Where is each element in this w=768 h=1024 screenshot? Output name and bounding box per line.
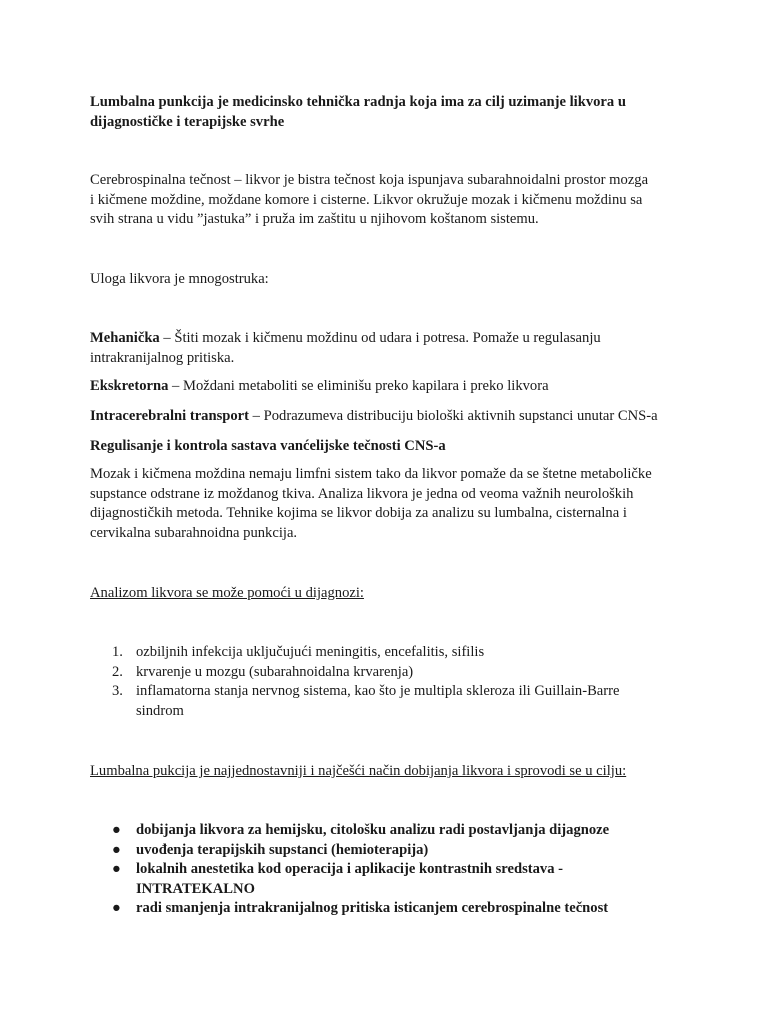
role-mehanicka: [90, 329, 680, 368]
list-item-text: krvarenje u mozgu (subarahnoidalna krvarenja): [136, 663, 414, 680]
list-number: 1.: [112, 644, 123, 660]
list-item-text: lokalnih anestetika kod operacija i aplikacije kontrastnih sredstava -: [136, 861, 564, 877]
list-item: [90, 663, 680, 683]
intro-line: Cerebrospinalna tečnost – likvor je bistra tečnost koja ispunjava subarahnoidalni prostor mozga: [90, 172, 649, 188]
role-text: – Podrazumeva distribuciju biološki aktivnih supstanci unutar CNS-a: [249, 408, 658, 424]
lymph-paragraph: [90, 465, 680, 543]
list-item-text: INTRATEKALNO: [136, 880, 255, 897]
role-intracerebralni-transport: [90, 407, 680, 427]
role-term: Mehanička: [90, 330, 160, 346]
paragraph-line: dijagnostičkih metoda. Tehnike kojima se likvor dobija za analizu su lumbalna, cisternalna i: [90, 505, 627, 521]
roles-intro: Uloga likvora je mnogostruka:: [90, 271, 269, 287]
purpose-list: [90, 821, 680, 919]
diagnosis-list: [90, 643, 680, 721]
list-item-text: dobijanja likvora za hemijsku, citološku analizu radi postavljanja dijagnoze: [136, 822, 610, 838]
intro-line: svih strana u vidu ”jastuka” i pruža im zaštitu u njihovom koštanom sistemu.: [90, 211, 539, 227]
list-item-text: uvođenja terapijskih supstanci (hemioterapija): [136, 841, 429, 858]
intro-line: i kičmene moždine, moždane komore i cisterne. Likvor okružuje mozak i kičmenu moždinu sa: [90, 191, 643, 208]
list-item-text: inflamatorna stanja nervnog sistema, kao što je multipla skleroza ili Guillain-Barre: [136, 683, 620, 699]
role-term: Regulisanje i kontrola sastava vanćelijske tečnosti CNS-a: [90, 438, 446, 454]
lumbal-heading: Lumbalna pukcija je najjednostavniji i najčešći način dobijanja likvora i sprovodi se u cilju:: [90, 763, 627, 779]
list-number: 3.: [112, 683, 123, 699]
list-item: [90, 643, 680, 663]
document-title: [90, 93, 680, 132]
bullet-icon: ●: [112, 900, 121, 916]
paragraph-line: Mozak i kičmena moždina nemaju limfni sistem tako da likvor pomaže da se štetne metaboličke: [90, 466, 652, 482]
bullet-icon: ●: [112, 861, 121, 877]
diagnosis-heading: Analizom likvora se može pomoći u dijagnozi:: [90, 585, 364, 601]
list-item-text: radi smanjenja intrakranijalnog pritiska isticanjem cerebrospinalne tečnost: [136, 900, 609, 916]
role-text: – Štiti mozak i kičmenu moždinu od udara i potresa. Pomaže u regulasanju: [159, 330, 601, 346]
role-regulisanje: [90, 437, 680, 457]
role-term: Intracerebralni transport: [90, 408, 250, 424]
list-number: 2.: [112, 663, 123, 680]
list-item: [90, 860, 680, 899]
title-line: Lumbalna punkcija je medicinsko tehnička radnja koja ima za cilj uzimanje likvora u: [90, 94, 626, 110]
list-item: [90, 841, 680, 861]
list-item-text: ozbiljnih infekcija uključujući meningitis, encefalitis, sifilis: [136, 644, 485, 660]
role-text: – Moždani metaboliti se eliminišu preko kapilara i preko likvora: [168, 378, 549, 394]
bullet-icon: ●: [112, 841, 121, 858]
bullet-icon: ●: [112, 822, 121, 838]
role-text: intrakranijalnog pritiska.: [90, 349, 235, 366]
intro-paragraph: [90, 171, 680, 230]
title-line: dijagnostičke i terapijske svrhe: [90, 113, 285, 130]
list-item: [90, 682, 680, 721]
paragraph-line: supstance odstrane iz moždanog tkiva. Analiza likvora je jedna od veoma važnih neuroloških: [90, 485, 634, 502]
list-item: [90, 821, 680, 841]
list-item-text: sindrom: [136, 702, 184, 719]
role-ekskretorna: [90, 377, 680, 397]
list-item: [90, 899, 680, 919]
paragraph-line: cervikalna subarahnoidna punkcija.: [90, 524, 298, 541]
role-term: Ekskretorna: [90, 378, 169, 394]
